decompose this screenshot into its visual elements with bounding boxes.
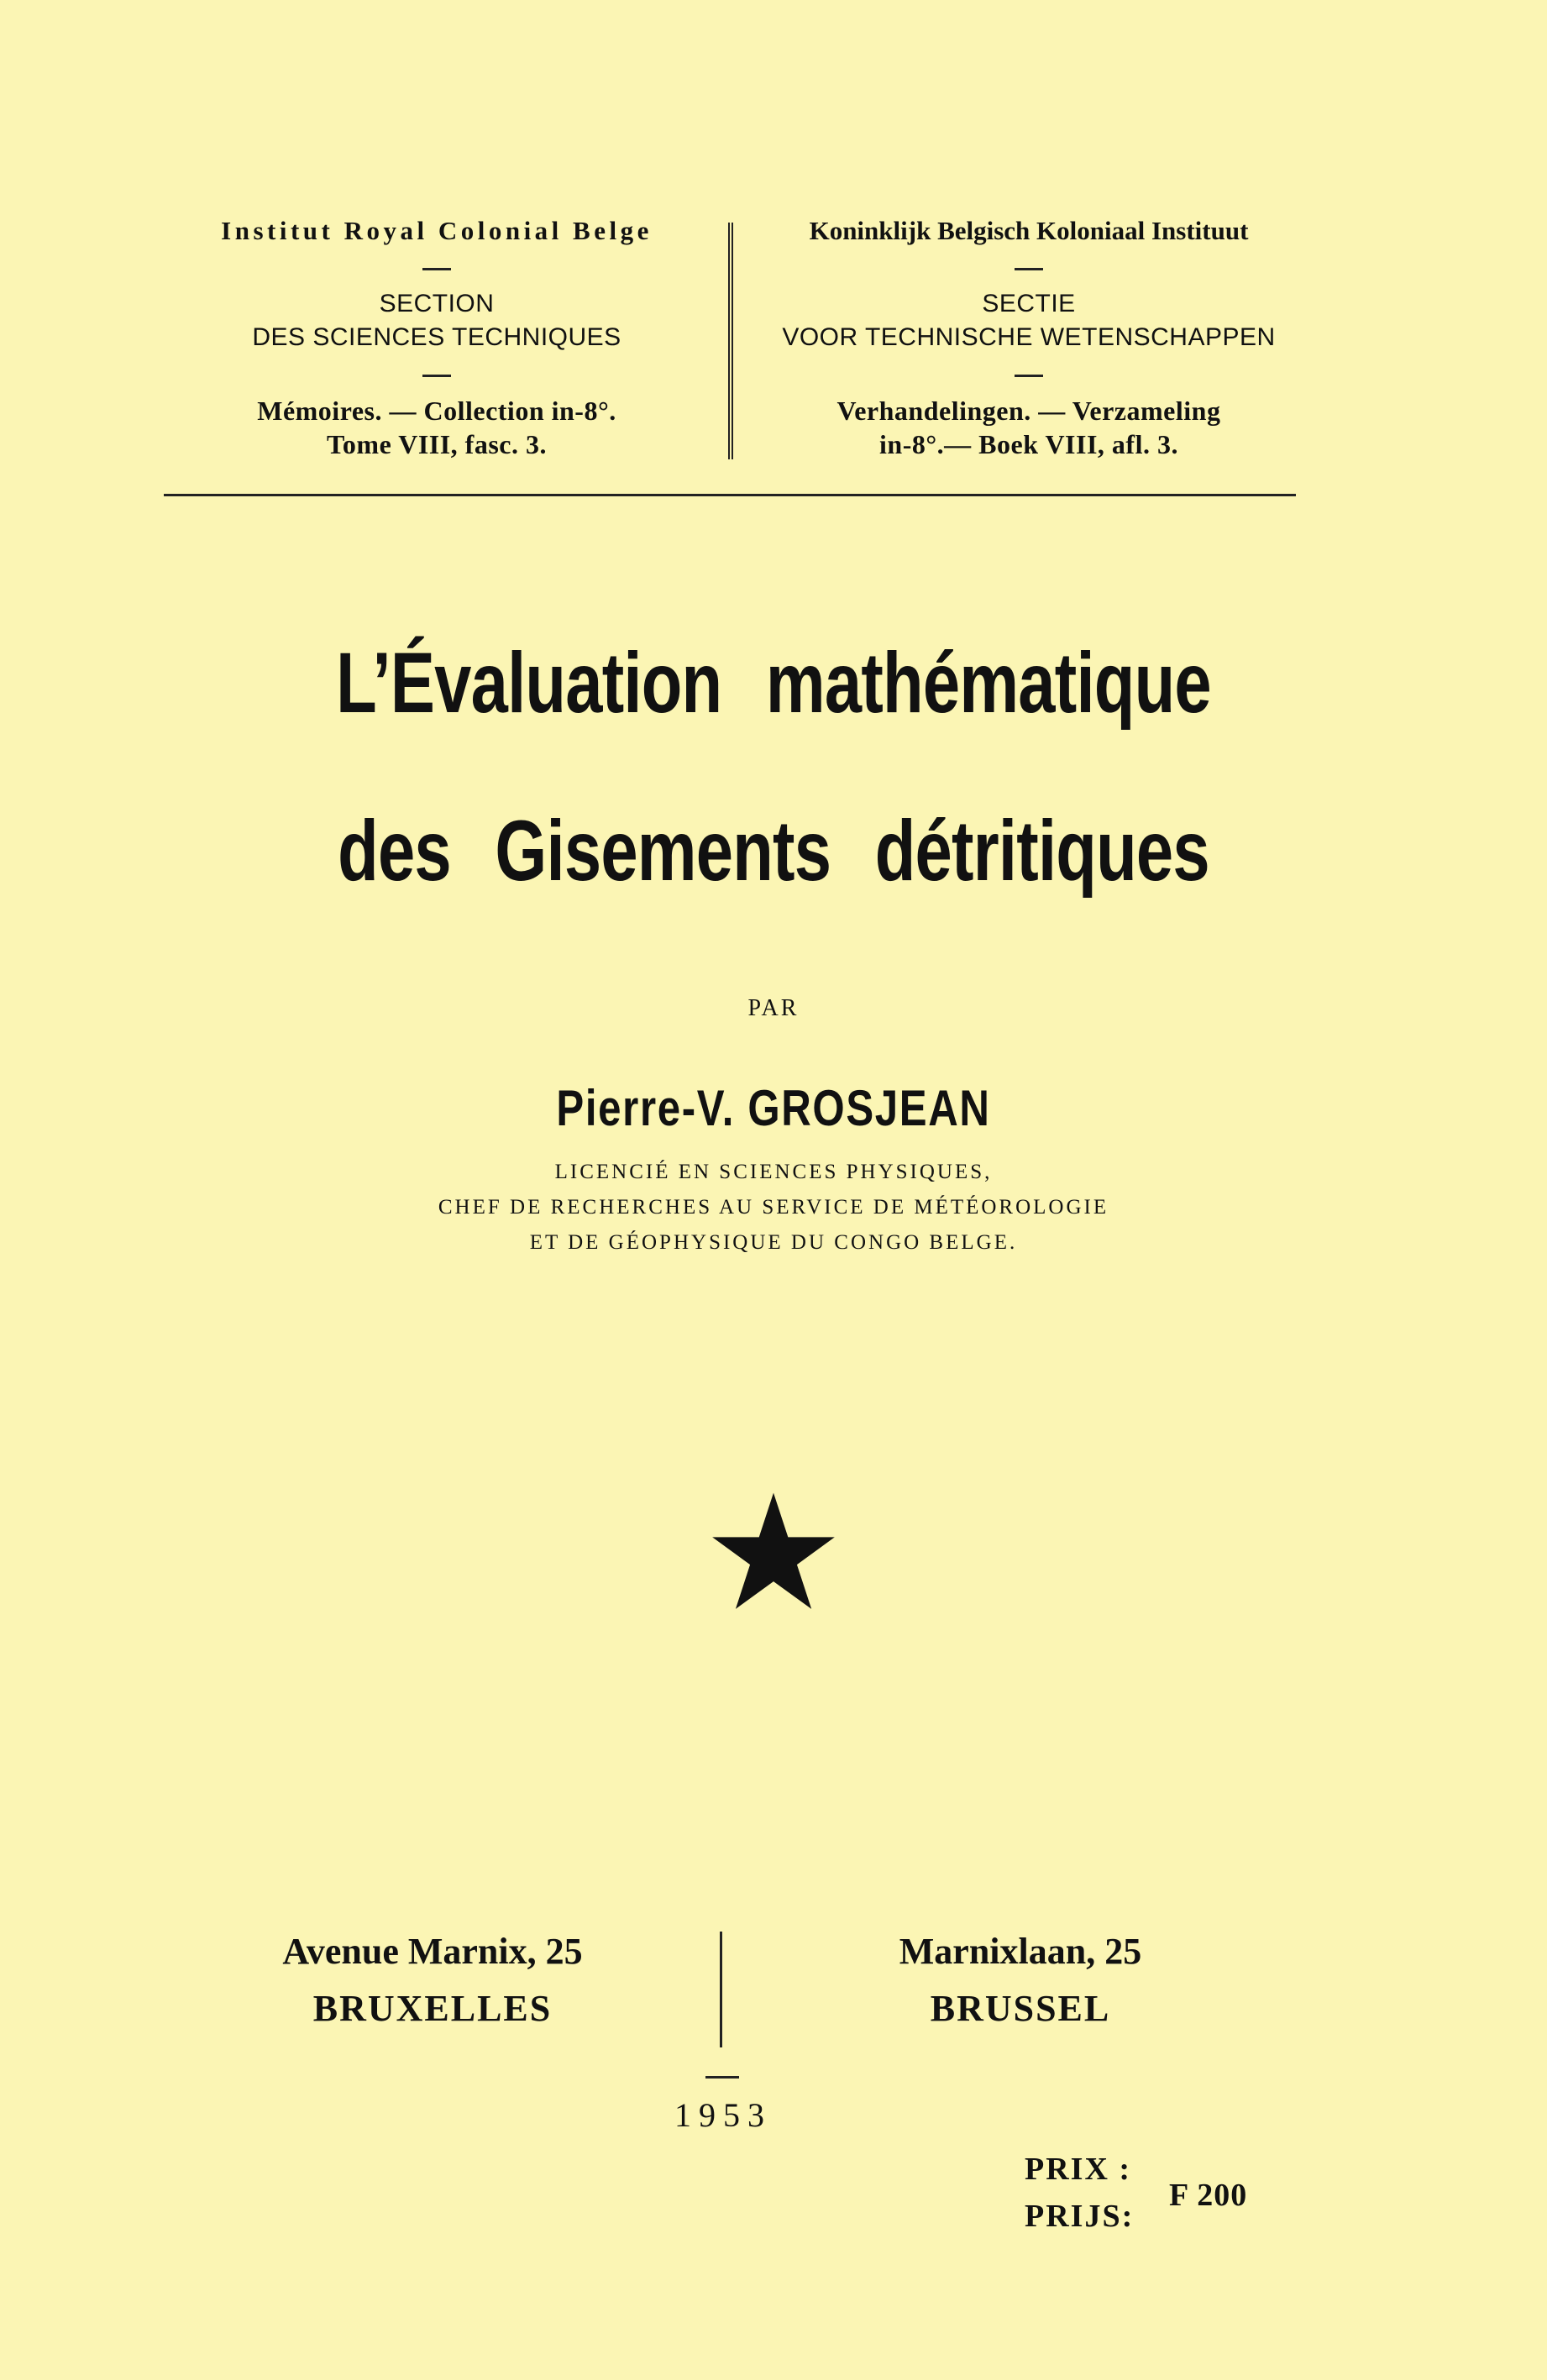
section-line-2-nl: VOOR TECHNISCHE WETENSCHAPPEN [782,323,1276,351]
header-dash [422,375,451,377]
title-line-1: L’Évaluation mathématique [336,635,1211,731]
publication-year: 1953 [674,2096,772,2134]
footer-divider [720,1932,722,2047]
author-credentials [0,1155,1547,1261]
title-line-2: des Gisements détritiques [338,803,1209,899]
price-label-nl: PRIJS: [1025,2199,1135,2234]
by-label: PAR [747,995,800,1021]
section-line-1-nl: SECTIE [982,290,1076,317]
institute-name-nl: Koninklijk Belgisch Koloniaal Instituut [809,216,1249,245]
street-address-nl: Marnixlaan, 25 [899,1931,1142,1972]
header-dash [422,268,451,270]
address-nl [768,1923,1272,2037]
credential-line-1: LICENCIÉ EN SCIENCES PHYSIQUES, [554,1161,993,1183]
memoires-line-2-fr: Tome VIII, fasc. 3. [327,429,547,459]
credential-line-2: CHEF DE RECHERCHES AU SERVICE DE MÉTÉOROLOGIE [438,1196,1109,1219]
memoires-line-1-nl: Verhandelingen. — Verzameling [836,396,1221,426]
header-double-divider [728,223,733,459]
memoires-line-2-nl: in-8°.— Boek VIII, afl. 3. [879,429,1178,459]
price-labels [1025,2146,1134,2240]
street-address-fr: Avenue Marnix, 25 [282,1931,583,1972]
header-left-column [151,214,722,461]
section-line-1-fr: SECTION [379,290,495,317]
header-right-column [743,214,1314,461]
institute-name-fr: Institut Royal Colonial Belge [221,216,653,245]
memoires-line-1-fr: Mémoires. — Collection in-8°. [257,396,616,426]
author-name: Pierre-V. GROSJEAN [556,1080,991,1136]
credential-line-3: ET DE GÉOPHYSIQUE DU CONGO BELGE. [529,1231,1018,1254]
city-fr: BRUXELLES [312,1988,553,2029]
city-nl: BRUSSEL [930,1988,1111,2029]
address-fr [181,1923,684,2037]
header-dash [1015,375,1043,377]
footer-dash [705,2076,739,2079]
price-value: F 200 [1169,2178,1248,2213]
header-dash [1015,268,1043,270]
section-line-2-fr: DES SCIENCES TECHNIQUES [252,323,621,351]
price-label-fr: PRIX : [1025,2152,1132,2187]
star-icon: ★ [701,1460,846,1646]
header-rule [164,494,1296,496]
